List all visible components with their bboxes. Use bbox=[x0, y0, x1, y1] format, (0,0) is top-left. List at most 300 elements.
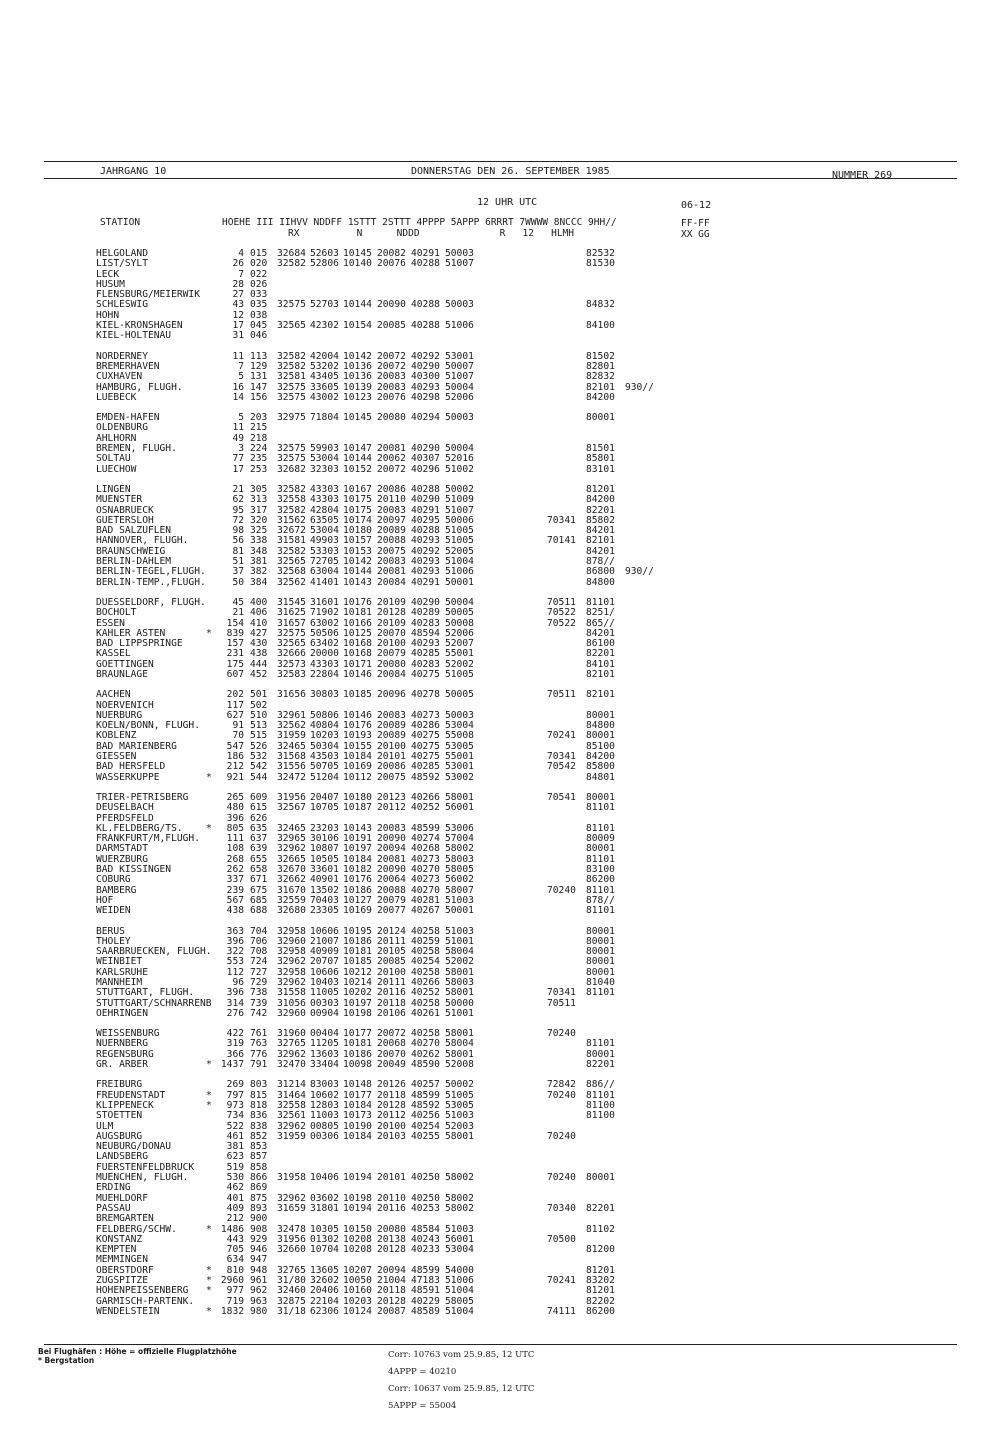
station-height: 462 bbox=[226, 1182, 244, 1194]
nddff-group: 22104 bbox=[310, 1295, 339, 1307]
nddff-group: 33404 bbox=[310, 1059, 339, 1071]
station-name: BERLIN-DAHLEM bbox=[96, 556, 172, 568]
header-rule bbox=[44, 178, 957, 179]
table-row bbox=[96, 465, 956, 475]
group-5appp: 51001 bbox=[445, 935, 474, 947]
station-group bbox=[96, 927, 956, 1020]
group-8nccc: 81101 bbox=[586, 853, 615, 865]
table-row bbox=[96, 1235, 956, 1245]
group-5appp: 54000 bbox=[445, 1264, 474, 1276]
iihvv-group: 32465 bbox=[277, 740, 306, 752]
group-1sttt: 10171 bbox=[343, 658, 372, 670]
station-height: 157 bbox=[226, 638, 244, 650]
table-row bbox=[96, 259, 956, 269]
group-8nccc: 8251/ bbox=[586, 607, 615, 619]
station-name: MUEHLDORF bbox=[96, 1192, 148, 1204]
station-id: 410 bbox=[250, 617, 268, 629]
nddff-group: 40909 bbox=[310, 946, 339, 958]
station-height: 634 bbox=[226, 1254, 244, 1266]
group-1sttt: 10177 bbox=[343, 1028, 372, 1040]
group-5appp: 58004 bbox=[445, 1038, 474, 1050]
iihvv-group: 31958 bbox=[277, 1172, 306, 1184]
group-5appp: 55008 bbox=[445, 730, 474, 742]
group-2sttt: 20068 bbox=[377, 1038, 406, 1050]
group-1sttt: 10181 bbox=[343, 607, 372, 619]
group-2sttt: 20100 bbox=[377, 1120, 406, 1132]
table-row bbox=[96, 1255, 956, 1265]
group-2sttt: 20112 bbox=[377, 802, 406, 814]
nddff-group: 59903 bbox=[310, 443, 339, 455]
iihvv-group: 32582 bbox=[277, 504, 306, 516]
station-name: AUGSBURG bbox=[96, 1130, 143, 1142]
nddff-group: 72705 bbox=[310, 556, 339, 568]
group-8nccc: 84200 bbox=[586, 391, 615, 403]
group-4pppp: 40286 bbox=[411, 720, 440, 732]
iihvv-group: 31625 bbox=[277, 607, 306, 619]
group-5appp: 53001 bbox=[445, 761, 474, 773]
mountain-station-marker: * bbox=[206, 1089, 212, 1101]
station-height: 422 bbox=[226, 1028, 244, 1040]
group-2sttt: 20090 bbox=[377, 833, 406, 845]
group-5appp: 58002 bbox=[445, 1172, 474, 1184]
group-8nccc: 81101 bbox=[586, 822, 615, 834]
nddff-group: 12803 bbox=[310, 1099, 339, 1111]
group-1sttt: 10195 bbox=[343, 925, 372, 937]
correction-line-4: 5APPP = 55004 bbox=[388, 1401, 457, 1411]
group-5appp: 51003 bbox=[445, 894, 474, 906]
nddff-group: 53004 bbox=[310, 453, 339, 465]
station-height: 522 bbox=[226, 1120, 244, 1132]
group-5appp: 51007 bbox=[445, 258, 474, 270]
group-5appp: 50000 bbox=[445, 997, 474, 1009]
table-row bbox=[96, 711, 956, 721]
station-height: 21 bbox=[232, 483, 244, 495]
nddff-group: 70403 bbox=[310, 894, 339, 906]
group-1sttt: 10144 bbox=[343, 453, 372, 465]
station-name: DARMSTADT bbox=[96, 843, 148, 855]
group-4pppp: 40257 bbox=[411, 1079, 440, 1091]
station-id: 637 bbox=[250, 833, 268, 845]
group-4pppp: 40258 bbox=[411, 1028, 440, 1040]
group-5appp: 52002 bbox=[445, 956, 474, 968]
station-id: 961 bbox=[250, 1275, 268, 1287]
iihvv-group: 31568 bbox=[277, 751, 306, 763]
group-1sttt: 10157 bbox=[343, 535, 372, 547]
station-height: 112 bbox=[226, 966, 244, 978]
iihvv-group: 32558 bbox=[277, 1099, 306, 1111]
station-name: ESSEN bbox=[96, 617, 125, 629]
station-group bbox=[96, 598, 956, 680]
station-name: WENDELSTEIN bbox=[96, 1305, 160, 1317]
nddff-group: 11205 bbox=[310, 1038, 339, 1050]
station-height: 95 bbox=[232, 504, 244, 516]
issue-number: NUMMER 269 bbox=[832, 170, 893, 181]
iihvv-group: 32962 bbox=[277, 1120, 306, 1132]
station-name: HANNOVER, FLUGH. bbox=[96, 535, 189, 547]
table-row bbox=[96, 978, 956, 988]
group-5appp: 50001 bbox=[445, 576, 474, 588]
group-8nccc: 85802 bbox=[586, 514, 615, 526]
station-name: BAD KISSINGEN bbox=[96, 864, 172, 876]
group-4pppp: 40288 bbox=[411, 299, 440, 311]
group-5appp: 58002 bbox=[445, 1202, 474, 1214]
group-2sttt: 21004 bbox=[377, 1275, 406, 1287]
station-name: DUESSELDORF, FLUGH. bbox=[96, 596, 206, 608]
gust-column-header: FF-FF bbox=[681, 218, 710, 229]
station-height: 396 bbox=[226, 812, 244, 824]
group-5appp: 50006 bbox=[445, 514, 474, 526]
group-5appp: 58001 bbox=[445, 1028, 474, 1040]
station-id: 382 bbox=[250, 566, 268, 578]
station-id: 635 bbox=[250, 822, 268, 834]
table-row bbox=[96, 393, 956, 403]
group-7wwww: 72842 bbox=[547, 1079, 576, 1091]
group-7wwww: 70241 bbox=[547, 730, 576, 742]
group-1sttt: 10124 bbox=[343, 1305, 372, 1317]
group-5appp: 50001 bbox=[445, 905, 474, 917]
station-name: BAMBERG bbox=[96, 884, 137, 896]
station-id: 515 bbox=[250, 730, 268, 742]
group-2sttt: 20105 bbox=[377, 946, 406, 958]
group-5appp: 58002 bbox=[445, 1192, 474, 1204]
station-height: 977 bbox=[226, 1285, 244, 1297]
iihvv-group: 32575 bbox=[277, 391, 306, 403]
group-8nccc: 82201 bbox=[586, 504, 615, 516]
group-8nccc: 81101 bbox=[586, 1089, 615, 1101]
group-2sttt: 20080 bbox=[377, 1223, 406, 1235]
station-name: DEUSELBACH bbox=[96, 802, 154, 814]
group-8nccc: 82101 bbox=[586, 668, 615, 680]
station-id: 739 bbox=[250, 997, 268, 1009]
group-1sttt: 10153 bbox=[343, 545, 372, 557]
station-name: STOETTEN bbox=[96, 1110, 143, 1122]
iihvv-group: 32962 bbox=[277, 977, 306, 988]
group-5appp: 56002 bbox=[445, 874, 474, 886]
nddff-group: 52806 bbox=[310, 258, 339, 270]
station-height: 96 bbox=[232, 977, 244, 988]
group-1sttt: 10123 bbox=[343, 391, 372, 403]
group-5appp: 51009 bbox=[445, 494, 474, 506]
group-1sttt: 10176 bbox=[343, 720, 372, 732]
nddff-group: 10305 bbox=[310, 1223, 339, 1235]
iihvv-group: 31670 bbox=[277, 884, 306, 896]
group-2sttt: 20075 bbox=[377, 545, 406, 557]
group-1sttt: 10050 bbox=[343, 1275, 372, 1287]
station-name: CUXHAVEN bbox=[96, 371, 143, 383]
group-8nccc: 81101 bbox=[586, 987, 615, 999]
station-height: 231 bbox=[226, 648, 244, 660]
station-id: 706 bbox=[250, 935, 268, 947]
group-5appp: 52007 bbox=[445, 638, 474, 650]
group-4pppp: 40291 bbox=[411, 248, 440, 259]
group-2sttt: 20138 bbox=[377, 1233, 406, 1245]
table-row bbox=[96, 639, 956, 649]
table-row bbox=[96, 300, 956, 310]
table-row bbox=[96, 578, 956, 588]
group-1sttt: 10214 bbox=[343, 977, 372, 988]
station-name: WUERZBURG bbox=[96, 853, 148, 865]
group-5appp: 51003 bbox=[445, 1223, 474, 1235]
station-name: BRAUNSCHWEIG bbox=[96, 545, 166, 557]
group-1sttt: 10212 bbox=[343, 966, 372, 978]
group-4pppp: 40281 bbox=[411, 894, 440, 906]
nddff-group: 21007 bbox=[310, 935, 339, 947]
station-name: OLDENBURG bbox=[96, 422, 148, 434]
group-7wwww: 70240 bbox=[547, 1130, 576, 1142]
nddff-group: 53303 bbox=[310, 545, 339, 557]
table-row bbox=[96, 701, 956, 711]
group-8nccc: 81201 bbox=[586, 1285, 615, 1297]
iihvv-group: 32558 bbox=[277, 494, 306, 506]
group-8nccc: 81502 bbox=[586, 350, 615, 362]
group-1sttt: 10142 bbox=[343, 556, 372, 568]
group-2sttt: 20089 bbox=[377, 730, 406, 742]
group-7wwww: 70541 bbox=[547, 791, 576, 803]
station-name: SCHLESWIG bbox=[96, 299, 148, 311]
station-name: STUTTGART, FLUGH. bbox=[96, 987, 195, 999]
station-group bbox=[96, 485, 956, 588]
group-5appp: 51004 bbox=[445, 556, 474, 568]
station-id: 803 bbox=[250, 1079, 268, 1091]
nddff-group: 22804 bbox=[310, 668, 339, 680]
group-4pppp: 40253 bbox=[411, 1202, 440, 1214]
group-7wwww: 70522 bbox=[547, 607, 576, 619]
nddff-group: 23305 bbox=[310, 905, 339, 917]
station-id: 818 bbox=[250, 1099, 268, 1111]
table-row bbox=[96, 423, 956, 433]
group-4pppp: 40266 bbox=[411, 977, 440, 988]
table-row bbox=[96, 1060, 956, 1070]
group-2sttt: 20094 bbox=[377, 1264, 406, 1276]
station-height: 366 bbox=[226, 1048, 244, 1060]
group-2sttt: 20089 bbox=[377, 720, 406, 732]
group-5appp: 58003 bbox=[445, 977, 474, 988]
station-name: ZUGSPITZE bbox=[96, 1275, 148, 1287]
station-height: 27 bbox=[232, 289, 244, 301]
station-group bbox=[96, 1029, 956, 1070]
utc-label: 12 UHR UTC bbox=[477, 197, 538, 208]
group-8nccc: 84201 bbox=[586, 525, 615, 537]
group-4pppp: 40275 bbox=[411, 740, 440, 752]
group-4pppp: 48590 bbox=[411, 1059, 440, 1071]
table-row bbox=[96, 1009, 956, 1019]
station-height: 37 bbox=[232, 566, 244, 578]
station-name: THOLEY bbox=[96, 935, 131, 947]
table-row bbox=[96, 270, 956, 280]
station-height: 409 bbox=[226, 1202, 244, 1214]
group-2sttt: 20082 bbox=[377, 248, 406, 259]
group-2sttt: 20116 bbox=[377, 1202, 406, 1214]
correction-line-2: 4APPP = 40210 bbox=[388, 1367, 457, 1377]
group-8nccc: 81201 bbox=[586, 1264, 615, 1276]
group-1sttt: 10185 bbox=[343, 689, 372, 701]
group-4pppp: 40285 bbox=[411, 761, 440, 773]
group-8nccc: 84201 bbox=[586, 545, 615, 557]
nddff-group: 01302 bbox=[310, 1233, 339, 1245]
group-4pppp: 40290 bbox=[411, 360, 440, 372]
station-name: FREIBURG bbox=[96, 1079, 143, 1091]
group-4pppp: 40294 bbox=[411, 412, 440, 424]
station-height: 108 bbox=[226, 843, 244, 855]
group-8nccc: 886// bbox=[586, 1079, 615, 1091]
group-8nccc: 82801 bbox=[586, 360, 615, 372]
group-1sttt: 10146 bbox=[343, 668, 372, 680]
group-4pppp: 40288 bbox=[411, 320, 440, 332]
group-4pppp: 40283 bbox=[411, 617, 440, 629]
table-row bbox=[96, 721, 956, 731]
station-height: 98 bbox=[232, 525, 244, 537]
group-4pppp: 40293 bbox=[411, 381, 440, 393]
group-1sttt: 10208 bbox=[343, 1233, 372, 1245]
group-4pppp: 40291 bbox=[411, 576, 440, 588]
station-height: 319 bbox=[226, 1038, 244, 1050]
group-5appp: 51005 bbox=[445, 668, 474, 680]
nddff-group: 32303 bbox=[310, 463, 339, 475]
bottom-rule bbox=[44, 1344, 957, 1345]
station-id: 542 bbox=[250, 761, 268, 773]
group-5appp: 58001 bbox=[445, 966, 474, 978]
group-7wwww: 70500 bbox=[547, 1233, 576, 1245]
group-1sttt: 10176 bbox=[343, 874, 372, 886]
group-2sttt: 20106 bbox=[377, 1007, 406, 1019]
group-2sttt: 20085 bbox=[377, 956, 406, 968]
iihvv-group: 32582 bbox=[277, 545, 306, 557]
group-4pppp: 40266 bbox=[411, 791, 440, 803]
station-height: 381 bbox=[226, 1141, 244, 1153]
station-id: 893 bbox=[250, 1202, 268, 1214]
station-name: PFERDSFELD bbox=[96, 812, 154, 824]
table-row bbox=[96, 290, 956, 300]
group-8nccc: 878// bbox=[586, 556, 615, 568]
group-8nccc: 84101 bbox=[586, 658, 615, 670]
group-8nccc: 80001 bbox=[586, 730, 615, 742]
nddff-group: 42004 bbox=[310, 350, 339, 362]
group-4pppp: 40275 bbox=[411, 730, 440, 742]
nddff-group: 10203 bbox=[310, 730, 339, 742]
station-name: AHLHORN bbox=[96, 432, 137, 444]
group-2sttt: 20088 bbox=[377, 535, 406, 547]
group-8nccc: 85801 bbox=[586, 453, 615, 465]
group-1sttt: 10140 bbox=[343, 258, 372, 270]
group-2sttt: 20126 bbox=[377, 1079, 406, 1091]
group-1sttt: 10168 bbox=[343, 648, 372, 660]
group-1sttt: 10167 bbox=[343, 483, 372, 495]
nddff-group: 23203 bbox=[310, 822, 339, 834]
mountain-station-marker: * bbox=[206, 1223, 212, 1235]
iihvv-group: 32559 bbox=[277, 894, 306, 906]
station-height: 11 bbox=[232, 350, 244, 362]
group-8nccc: 86100 bbox=[586, 638, 615, 650]
group-5appp: 50002 bbox=[445, 483, 474, 495]
station-id: 729 bbox=[250, 977, 268, 988]
station-height: 627 bbox=[226, 709, 244, 721]
station-name: FREUDENSTADT bbox=[96, 1089, 166, 1101]
iihvv-group: 32965 bbox=[277, 833, 306, 845]
station-name: BERUS bbox=[96, 925, 125, 937]
group-5appp: 51005 bbox=[445, 525, 474, 537]
station-name: NUERBURG bbox=[96, 709, 143, 721]
nddff-group: 63402 bbox=[310, 638, 339, 650]
table-row bbox=[96, 1286, 956, 1296]
jahrgang-label: JAHRGANG 10 bbox=[100, 166, 167, 177]
station-group bbox=[96, 1080, 956, 1317]
group-4pppp: 40270 bbox=[411, 1038, 440, 1050]
group-8nccc: 81102 bbox=[586, 1223, 615, 1235]
group-1sttt: 10197 bbox=[343, 997, 372, 1009]
group-4pppp: 40288 bbox=[411, 258, 440, 270]
station-name: ERDING bbox=[96, 1182, 131, 1194]
group-8nccc: 82201 bbox=[586, 1202, 615, 1214]
iihvv-group: 32958 bbox=[277, 966, 306, 978]
group-4pppp: 40270 bbox=[411, 884, 440, 896]
station-name: MUENSTER bbox=[96, 494, 143, 506]
station-id: 763 bbox=[250, 1038, 268, 1050]
station-name: HOHN bbox=[96, 309, 120, 321]
station-id: 532 bbox=[250, 751, 268, 763]
group-5appp: 57004 bbox=[445, 833, 474, 845]
station-height: 17 bbox=[232, 320, 244, 332]
group-5appp: 50005 bbox=[445, 607, 474, 619]
nddff-group: 49903 bbox=[310, 535, 339, 547]
table-row bbox=[96, 1173, 956, 1183]
station-height: 396 bbox=[226, 935, 244, 947]
station-id: 400 bbox=[250, 596, 268, 608]
group-2sttt: 20083 bbox=[377, 381, 406, 393]
mountain-station-marker: * bbox=[206, 771, 212, 783]
station-id: 704 bbox=[250, 925, 268, 937]
station-name: SAARBRUECKEN, FLUGH. bbox=[96, 946, 212, 958]
group-1sttt: 10198 bbox=[343, 1007, 372, 1019]
station-height: 268 bbox=[226, 853, 244, 865]
group-4pppp: 40233 bbox=[411, 1244, 440, 1256]
station-group bbox=[96, 413, 956, 475]
station-height: 921 bbox=[226, 771, 244, 783]
group-7wwww: 70141 bbox=[547, 535, 576, 547]
nddff-group: 52603 bbox=[310, 248, 339, 259]
group-2sttt: 20086 bbox=[377, 761, 406, 773]
table-row bbox=[96, 598, 956, 608]
group-4pppp: 40252 bbox=[411, 802, 440, 814]
station-height: 719 bbox=[226, 1295, 244, 1307]
group-8nccc: 81101 bbox=[586, 802, 615, 814]
nddff-group: 10505 bbox=[310, 853, 339, 865]
iihvv-group: 32875 bbox=[277, 1295, 306, 1307]
airport-height-note: Bei Flughäfen : Höhe = offizielle Flugplatzhöhe bbox=[38, 1347, 237, 1356]
table-row bbox=[96, 1204, 956, 1214]
station-height: 5 bbox=[238, 371, 244, 383]
nddff-group: 20406 bbox=[310, 1285, 339, 1297]
station-name: KOELN/BONN, FLUGH. bbox=[96, 720, 200, 732]
group-8nccc: 80001 bbox=[586, 709, 615, 721]
table-row bbox=[96, 875, 956, 885]
table-row bbox=[96, 865, 956, 875]
table-row bbox=[96, 249, 956, 259]
group-4pppp: 48592 bbox=[411, 771, 440, 783]
group-5appp: 53001 bbox=[445, 350, 474, 362]
table-row bbox=[96, 947, 956, 957]
table-row bbox=[96, 1029, 956, 1039]
table-row bbox=[96, 896, 956, 906]
main-column-subheaders: RX N NDDD R 12 HLMH bbox=[288, 228, 574, 239]
group-1sttt: 10182 bbox=[343, 864, 372, 876]
group-8nccc: 80001 bbox=[586, 791, 615, 803]
iihvv-group: 31657 bbox=[277, 617, 306, 629]
station-id: 875 bbox=[250, 1192, 268, 1204]
nddff-group: 71902 bbox=[310, 607, 339, 619]
station-height: 262 bbox=[226, 864, 244, 876]
station-id: 948 bbox=[250, 1264, 268, 1276]
iihvv-group: 32682 bbox=[277, 463, 306, 475]
